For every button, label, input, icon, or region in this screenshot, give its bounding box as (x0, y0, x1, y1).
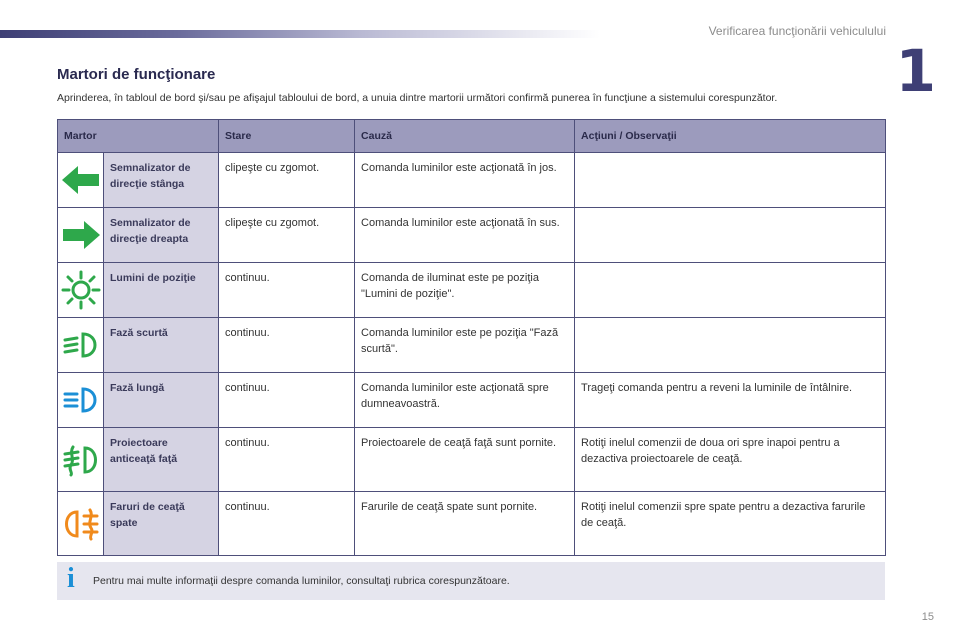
left-turn-arrow-icon (58, 163, 103, 197)
right-turn-arrow-icon (58, 218, 103, 252)
row-state: continuu. (219, 318, 355, 373)
row-cause: Comanda luminilor este pe poziţia "Fază scurtă". (355, 318, 575, 373)
front-fog-icon (58, 443, 103, 477)
row-state: continuu. (219, 428, 355, 492)
table-row (58, 428, 886, 492)
intro-text: Aprinderea, în tabloul de bord şi/sau pe afişajul tabloului de bord, a unuia dintre martorii următori confirmă punerea în funcţiune a sistemului corespunzător. (57, 92, 778, 104)
row-action (575, 208, 886, 263)
row-state: continuu. (219, 263, 355, 318)
row-cause: Proiectoarele de ceaţă faţă sunt pornite. (355, 428, 575, 492)
header-gradient-bar (0, 30, 600, 38)
row-action (575, 263, 886, 318)
page-number: 15 (921, 611, 934, 623)
table-row (58, 373, 886, 428)
table-row (58, 208, 886, 263)
row-name: Proiectoare anticeaţă faţă (104, 428, 219, 492)
row-action: Rotiţi inelul comenzii spre spate pentru a dezactiva farurile de ceaţă. (575, 492, 886, 556)
row-state: continuu. (219, 492, 355, 556)
row-name: Fază lungă (104, 373, 219, 428)
row-name: Fază scurtă (104, 318, 219, 373)
column-header-stare: Stare (219, 120, 355, 153)
sidelights-icon (58, 270, 103, 310)
row-name: Faruri de ceaţă spate (104, 492, 219, 556)
warning-lights-table (57, 119, 886, 556)
row-name: Semnalizator de direcţie stânga (104, 153, 219, 208)
row-name: Semnalizator de direcţie dreapta (104, 208, 219, 263)
rear-fog-icon (58, 507, 103, 541)
row-cause: Comanda luminilor este acţionată în jos. (355, 153, 575, 208)
info-icon: i (67, 563, 75, 594)
row-state: clipeşte cu zgomot. (219, 153, 355, 208)
row-action: Trageţi comanda pentru a reveni la luminile de întâlnire. (575, 373, 886, 428)
section-title: Verificarea funcţionării vehiculului (708, 24, 886, 38)
page-title: Martori de funcţionare (57, 66, 216, 83)
table-header-row (58, 120, 886, 153)
row-cause: Comanda luminilor este acţionată în sus. (355, 208, 575, 263)
row-name: Lumini de poziţie (104, 263, 219, 318)
row-cause: Farurile de ceaţă spate sunt pornite. (355, 492, 575, 556)
info-text: Pentru mai multe informaţii despre comanda luminilor, consultaţi rubrica corespunzătoare. (93, 575, 510, 587)
main-beam-icon (58, 384, 103, 416)
table-row (58, 263, 886, 318)
row-state: continuu. (219, 373, 355, 428)
info-box (57, 562, 885, 600)
row-cause: Comanda de iluminat este pe poziţia "Lumini de poziţie". (355, 263, 575, 318)
row-action (575, 318, 886, 373)
row-action (575, 153, 886, 208)
dipped-beam-icon (58, 329, 103, 361)
column-header-cauza: Cauză (355, 120, 575, 153)
table-row (58, 153, 886, 208)
column-header-martor: Martor (58, 120, 219, 153)
table-row (58, 492, 886, 556)
column-header-actiuni: Acţiuni / Observaţii (575, 120, 886, 153)
chapter-number: 1 (895, 37, 936, 105)
row-cause: Comanda luminilor este acţionată spre dumneavoastră. (355, 373, 575, 428)
table-row (58, 318, 886, 373)
row-action: Rotiţi inelul comenzii de doua ori spre inapoi pentru a dezactiva proiectoarele de ceaţă. (575, 428, 886, 492)
row-state: clipeşte cu zgomot. (219, 208, 355, 263)
